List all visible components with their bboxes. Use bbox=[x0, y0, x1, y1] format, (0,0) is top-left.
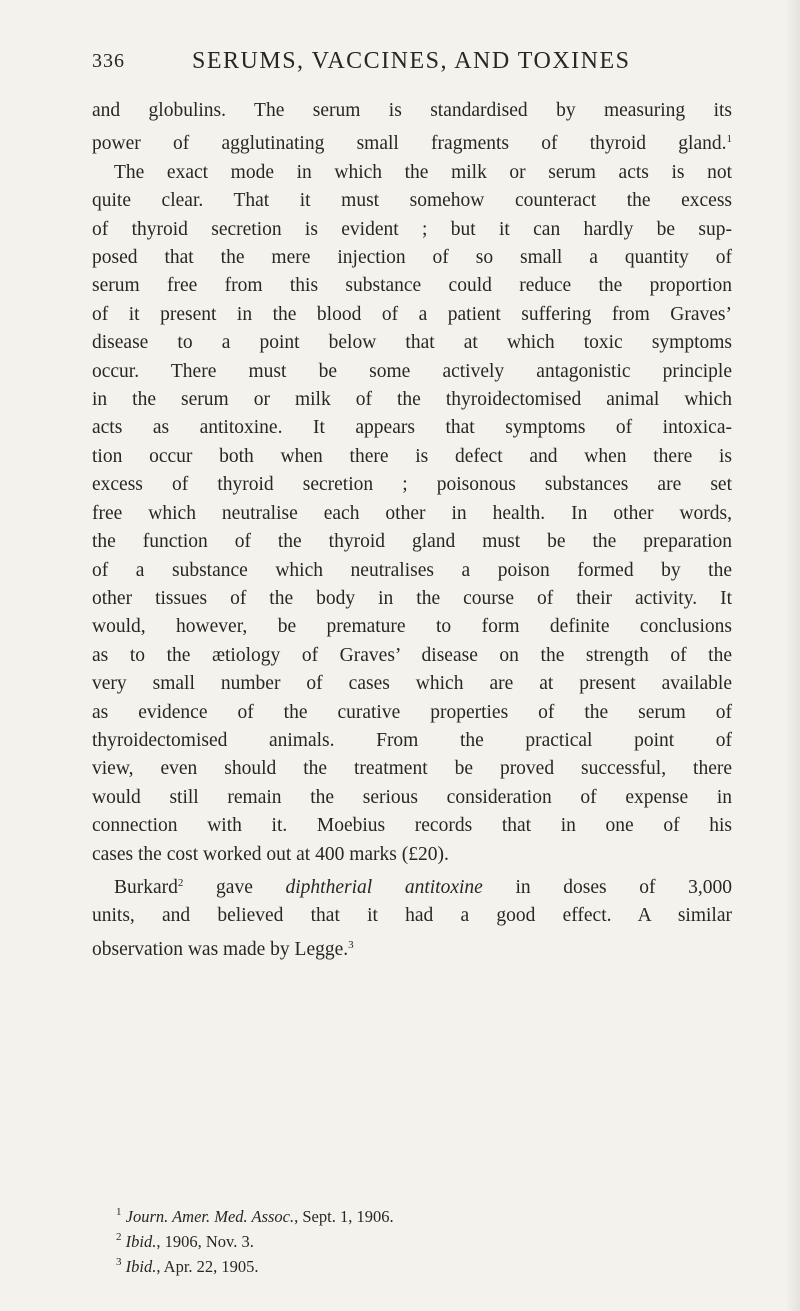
page-number: 336 bbox=[92, 50, 125, 72]
footnote-source: Ibid. bbox=[125, 1257, 157, 1276]
text-line bbox=[92, 869, 732, 902]
footnote-mark: 3 bbox=[116, 1256, 122, 1268]
text-line: excess of thyroid secretion ; poisonous substances are set bbox=[92, 474, 732, 496]
running-head: SERUMS, VACCINES, AND TOXINES bbox=[192, 48, 631, 74]
text-line: free which neutralise each other in health. In other words, bbox=[92, 502, 732, 524]
text-line: The exact mode in which the milk or serum acts is not bbox=[114, 161, 732, 183]
text-line: of thyroid secretion is evident ; but it can hardly be sup- bbox=[92, 218, 732, 240]
text-line: as to the ætiology of Graves’ disease on the strength of the bbox=[92, 644, 732, 666]
text-line: occur. There must be some actively antagonistic principle bbox=[92, 360, 732, 382]
text-line: in the serum or milk of the thyroidectomised animal which bbox=[92, 389, 732, 411]
text-line: units, and believed that it had a good effect. A similar bbox=[92, 905, 732, 927]
footnote bbox=[92, 1227, 732, 1252]
text-line: posed that the mere injection of so small a quantity of bbox=[92, 247, 732, 269]
footnote bbox=[92, 1202, 732, 1227]
text-line bbox=[92, 931, 732, 964]
text-line: the function of the thyroid gland must be the preparation bbox=[92, 531, 732, 553]
text-line: would, however, be premature to form definite conclusions bbox=[92, 616, 732, 638]
footnote-detail: , Apr. 22, 1905. bbox=[156, 1257, 259, 1276]
text-line bbox=[92, 125, 732, 158]
footnote-detail: , Sept. 1, 1906. bbox=[294, 1207, 394, 1226]
text-line: quite clear. That it must somehow counteract the excess bbox=[92, 190, 732, 212]
footnote-detail: , 1906, Nov. 3. bbox=[156, 1232, 254, 1251]
text-line: as evidence of the curative properties of the serum of bbox=[92, 701, 732, 723]
footnote bbox=[92, 1252, 732, 1277]
text-fragment: Burkard bbox=[114, 876, 178, 898]
footnote-ref: 2 bbox=[177, 876, 184, 889]
text-line: of a substance which neutralises a poison formed by the bbox=[92, 559, 732, 581]
text-fragment: in doses of 3,000 bbox=[482, 876, 733, 898]
footnotes bbox=[92, 1202, 732, 1277]
text-line: would still remain the serious consideration of expense in bbox=[92, 786, 732, 808]
text-fragment: gave bbox=[183, 876, 286, 898]
text-line: connection with it. Moebius records that in one of his bbox=[92, 815, 732, 837]
text-line: thyroidectomised animals. From the practical point of bbox=[92, 729, 732, 751]
text-line: cases the cost worked out at 400 marks (£20). bbox=[92, 843, 449, 865]
page-header bbox=[92, 50, 732, 80]
footnote-source: Ibid. bbox=[125, 1232, 157, 1251]
footnote-source: Journ. Amer. Med. Assoc. bbox=[125, 1207, 295, 1226]
text-line: disease to a point below that at which toxic symptoms bbox=[92, 332, 732, 354]
text-line: tion occur both when there is defect and when there is bbox=[92, 445, 732, 467]
italic-term: diphtherial antitoxine bbox=[285, 876, 483, 898]
footnote-ref: 1 bbox=[726, 133, 732, 146]
text-line: acts as antitoxine. It appears that symptoms of intoxica- bbox=[92, 417, 732, 439]
text-line: very small number of cases which are at present available bbox=[92, 673, 732, 695]
text-line: of it present in the blood of a patient suffering from Graves’ bbox=[92, 303, 732, 325]
body-text bbox=[92, 97, 732, 964]
text-line: view, even should the treatment be proved successful, there bbox=[92, 758, 732, 780]
footnote-mark: 1 bbox=[116, 1206, 122, 1218]
footnote-ref: 3 bbox=[348, 938, 354, 951]
text-fragment: observation was made by Legge. bbox=[92, 938, 349, 960]
footnote-mark: 2 bbox=[116, 1231, 122, 1243]
text-line: serum free from this substance could reduce the proportion bbox=[92, 275, 732, 297]
text-fragment: power of agglutinating small fragments of thyroid gland. bbox=[92, 133, 727, 155]
page-edge-shadow bbox=[786, 0, 800, 1311]
text-line: and globulins. The serum is standardised by measuring its bbox=[92, 100, 732, 121]
text-line: other tissues of the body in the course of their activity. It bbox=[92, 587, 732, 609]
